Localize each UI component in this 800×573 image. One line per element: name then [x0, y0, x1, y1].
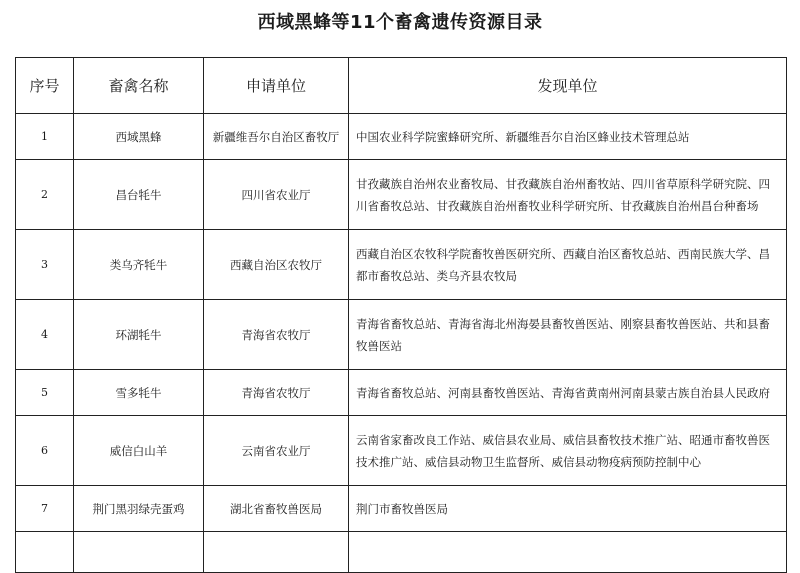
table-row: [16, 230, 787, 300]
cell-discoverer: 荆门市畜牧兽医局: [349, 486, 787, 532]
resource-table-container: [15, 57, 786, 573]
cell-applicant: 青海省农牧厅: [204, 370, 349, 416]
table-row: [16, 486, 787, 532]
cell-discoverer: 中国农业科学院蜜蜂研究所、新疆维吾尔自治区蜂业技术管理总站: [349, 114, 787, 160]
cell-number: 4: [16, 300, 74, 370]
table-row: [16, 416, 787, 486]
cell-name: 威信白山羊: [74, 416, 204, 486]
cell-number: 1: [16, 114, 74, 160]
table-header-row: [16, 58, 787, 114]
cell-discoverer: 青海省畜牧总站、青海省海北州海晏县畜牧兽医站、刚察县畜牧兽医站、共和县畜牧兽医站: [349, 300, 787, 370]
table-row: [16, 114, 787, 160]
table-row: [16, 370, 787, 416]
document-title: 西域黑蜂等11个畜禽遗传资源目录: [257, 12, 543, 33]
cell-number: 3: [16, 230, 74, 300]
header-name: 畜禽名称: [74, 58, 204, 114]
resource-table: [15, 57, 787, 573]
cell-name: 雪多牦牛: [74, 370, 204, 416]
cell-discoverer: 甘孜藏族自治州农业畜牧局、甘孜藏族自治州畜牧站、四川省草原科学研究院、四川省畜牧总站、甘孜藏族自治州畜牧业科学研究所、甘孜藏族自治州昌台种畜场: [349, 160, 787, 230]
cell-applicant: 西藏自治区农牧厅: [204, 230, 349, 300]
cell-applicant: 湖北省畜牧兽医局: [204, 486, 349, 532]
cell-applicant-empty: [204, 532, 349, 573]
cell-discoverer: 云南省家畜改良工作站、威信县农业局、威信县畜牧技术推广站、昭通市畜牧兽医技术推广站、威信县动物卫生监督所、威信县动物疫病预防控制中心: [349, 416, 787, 486]
cell-name: 环湖牦牛: [74, 300, 204, 370]
cell-name: 类乌齐牦牛: [74, 230, 204, 300]
cell-number: 5: [16, 370, 74, 416]
cell-applicant: 青海省农牧厅: [204, 300, 349, 370]
cell-number: 2: [16, 160, 74, 230]
header-number: 序号: [16, 58, 74, 114]
cell-applicant: 四川省农业厅: [204, 160, 349, 230]
cell-discoverer: 西藏自治区农牧科学院畜牧兽医研究所、西藏自治区畜牧总站、西南民族大学、昌都市畜牧总站、类乌齐县农牧局: [349, 230, 787, 300]
cell-discoverer: 青海省畜牧总站、河南县畜牧兽医站、青海省黄南州河南县蒙古族自治县人民政府: [349, 370, 787, 416]
table-row-partial: [16, 532, 787, 573]
cell-name-empty: [74, 532, 204, 573]
cell-name: 西域黑蜂: [74, 114, 204, 160]
cell-applicant: 云南省农业厅: [204, 416, 349, 486]
header-discoverer: 发现单位: [349, 58, 787, 114]
cell-applicant: 新疆维吾尔自治区畜牧厅: [204, 114, 349, 160]
cell-name: 荆门黑羽绿壳蛋鸡: [74, 486, 204, 532]
cell-discoverer-empty: [349, 532, 787, 573]
cell-name: 昌台牦牛: [74, 160, 204, 230]
header-applicant: 申请单位: [204, 58, 349, 114]
table-row: [16, 160, 787, 230]
cell-number: 6: [16, 416, 74, 486]
table-row: [16, 300, 787, 370]
cell-number: 7: [16, 486, 74, 532]
cell-number-empty: [16, 532, 74, 573]
